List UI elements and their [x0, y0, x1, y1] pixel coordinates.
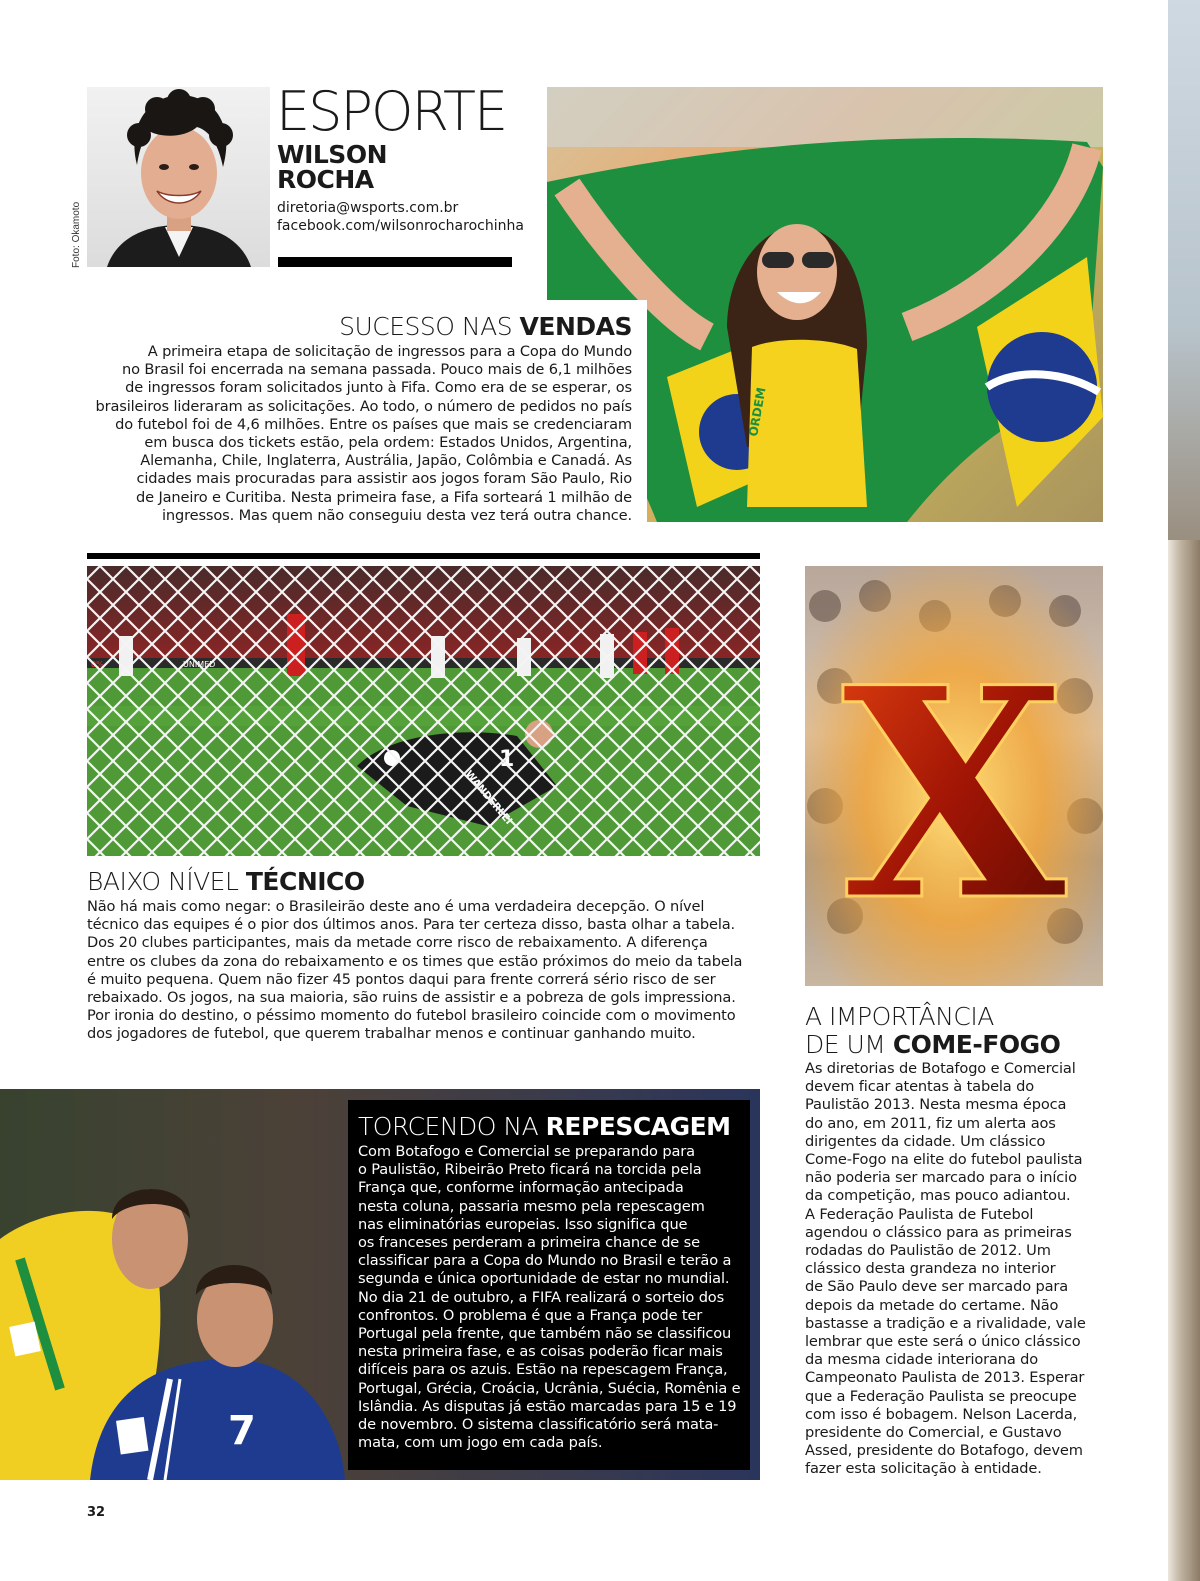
article4-line: Come-Fogo na elite do futebol paulista	[805, 1151, 1083, 1169]
author-photo	[87, 87, 270, 267]
article4-line: dirigentes da cidade. Um clássico	[805, 1132, 1046, 1150]
article4-line: de São Paulo deve ser marcado para	[805, 1278, 1069, 1296]
author-facebook[interactable]: facebook.com/wilsonrocharochinha	[277, 218, 524, 234]
article4-title-line2	[805, 1030, 1060, 1060]
author-portrait	[87, 87, 270, 267]
player-number: 7	[228, 1408, 256, 1454]
article1-line: em busca dos tickets estão, pela ordem: Estados Unidos, Argentina,	[144, 434, 632, 452]
article3-line: nesta coluna, passaria mesmo pela repescagem	[358, 1197, 705, 1215]
article3-line: nesta primeira fase, e as coisas poderão ficar mais	[358, 1343, 723, 1361]
article1-title-bold: VENDAS	[519, 312, 632, 341]
article3-line: o Paulistão, Ribeirão Preto ficará na torcida pela	[358, 1161, 702, 1179]
article3-line: classificar para a Copa do Mundo no Brasil e terão a	[358, 1252, 732, 1270]
article2-title	[87, 867, 365, 897]
penalty-photo-art	[87, 566, 760, 856]
article1-line: cidades mais procuradas para assistir aos jogos foram São Paulo, Rio	[136, 470, 632, 488]
article4-line: bastasse a tradição e a rivalidade, vale	[805, 1314, 1086, 1332]
article1-title	[339, 312, 632, 342]
article4-line: da mesma cidade interiorana do	[805, 1351, 1039, 1369]
author-last-name: ROCHA	[277, 165, 374, 194]
article3-line: difíceis para os azuis. Estão na repescagem França,	[358, 1361, 728, 1379]
article2-line: Não há mais como negar: o Brasileirão deste ano é uma verdadeira decepção. O nível	[87, 898, 705, 915]
author-first-name: WILSON	[277, 140, 387, 169]
article4-line: da competição, mas pouco adiantou.	[805, 1187, 1071, 1205]
article1-line: no Brasil foi encerrada na semana passada. Pouco mais de 6,1 milhões	[121, 361, 632, 379]
article2-line: é muito pequena. Quem não fizer 45 pontos daqui para frente correrá sério risco de ser	[87, 970, 716, 988]
adjacent-page-edge	[1168, 0, 1200, 1581]
author-email[interactable]: diretoria@wsports.com.br	[277, 200, 459, 216]
article4-line: presidente do Comercial, e Gustavo	[805, 1424, 1062, 1442]
header-rule	[278, 257, 512, 267]
article3-title-bold: REPESCAGEM	[545, 1112, 731, 1141]
article3-line: confrontos. O problema é que a França pode ter	[358, 1306, 703, 1324]
article4-line: devem ficar atentas à tabela do	[805, 1078, 1034, 1096]
article1-line: A primeira etapa de solicitação de ingressos para a Copa do Mundo	[147, 343, 632, 360]
article3-line: mata, com um jogo em cada país.	[358, 1434, 603, 1452]
article4-line: agendou o clássico para as primeiras	[805, 1223, 1072, 1241]
article4-line: com isso é bobagem. Nelson Lacerda,	[805, 1405, 1078, 1423]
article1-title-light: SUCESSO NAS	[339, 312, 520, 341]
article1-body	[95, 343, 632, 525]
article4-line: do ano, em 2011, fiz um alerta aos	[805, 1114, 1056, 1132]
article3-line: No dia 21 de outubro, a FIFA realizará o sorteio dos	[358, 1288, 725, 1306]
article2-line: Por ironia do destino, o péssimo momento do futebol brasileiro coincide com o movimento	[87, 1007, 736, 1025]
article4-line: Campeonato Paulista de 2013. Esperar	[805, 1369, 1085, 1387]
article4-line: que a Federação Paulista se preocupe	[805, 1387, 1077, 1405]
article2-line: Dos 20 clubes participantes, mais da metade corre risco de rebaixamento. A diferença	[87, 934, 708, 952]
article2-title-bold: TÉCNICO	[245, 867, 365, 896]
article3-line: Portugal, Grécia, Croácia, Ucrânia, Suécia, Romênia e	[358, 1379, 741, 1397]
article1-line: ingressos. Mas quem não conseguiu desta vez terá outra chance.	[162, 506, 632, 524]
article3-line: Portugal pela frente, que também não se classificou	[358, 1325, 732, 1343]
article2-line: técnico das equipes é o pior dos últimos anos. Para ter certeza disso, basta olhar a tabela.	[87, 916, 736, 934]
article4-line: lembrar que este será o único clássico	[805, 1333, 1081, 1351]
article1-line: de ingressos foram solicitados junto à Fifa. Como era de se esperar, os	[125, 379, 632, 397]
article4-line: A Federação Paulista de Futebol	[805, 1205, 1034, 1223]
penalty-photo	[87, 566, 760, 856]
article4-line: fazer esta solicitação à entidade.	[805, 1460, 1042, 1478]
section-title: ESPORTE	[276, 80, 507, 143]
article4-body	[805, 1060, 1086, 1479]
article1-line: brasileiros lideraram as solicitações. Ao todo, o número de pedidos no país	[95, 397, 632, 415]
article3-line: Com Botafogo e Comercial se preparando para	[358, 1143, 695, 1160]
article3-line: segunda e única oportunidade de estar no mundial.	[358, 1270, 730, 1288]
article4-line: rodadas do Paulistão de 2012. Um	[805, 1242, 1051, 1260]
article3-title-light: TORCENDO NA	[358, 1112, 546, 1141]
x-letter: X	[841, 625, 1067, 965]
article2-line: rebaixado. Os jogos, na sua maioria, são ruins de assistir e a pobreza de gols impressiona.	[87, 989, 736, 1007]
article4-title-light: DE UM	[805, 1030, 893, 1059]
article2-line: entre os clubes da zona do rebaixamento e os times que estão próximos do meio da tabela	[87, 952, 743, 970]
article3-line: os franceses perderam a primeira chance de se	[358, 1234, 700, 1252]
article2-line: dos jogadores de futebol, que querem trabalhar menos e continuar ganhando muito.	[87, 1025, 696, 1043]
article1-line: Alemanha, Chile, Inglaterra, Austrália, Japão, Colômbia e Canadá. As	[140, 452, 632, 470]
page-number: 32	[87, 1505, 106, 1520]
article1-line: de Janeiro e Curitiba. Nesta primeira fase, a Fifa sorteará 1 milhão de	[136, 488, 632, 506]
article2-title-light: BAIXO NÍVEL	[87, 867, 246, 896]
article2-body	[87, 898, 742, 1044]
come-fogo-photo	[805, 566, 1103, 986]
section-rule	[87, 553, 760, 559]
article1-line: do futebol foi de 4,6 milhões. Entre os países que mais se credenciaram	[115, 415, 632, 433]
article3-body	[358, 1143, 741, 1452]
come-fogo-photo-art	[805, 566, 1103, 986]
article4-line: clássico desta grandeza no interior	[805, 1260, 1056, 1278]
article3-line: de novembro. O sistema classificatório será mata-	[358, 1416, 719, 1434]
article4-title-bold: COME-FOGO	[892, 1030, 1061, 1059]
article3-line: Islândia. As disputas já estão marcadas para 15 e 19	[358, 1397, 737, 1415]
article3-line: França que, conforme informação antecipada	[358, 1179, 684, 1197]
article3-title	[358, 1112, 731, 1142]
article4-line: não poderia ser marcado para o início	[805, 1169, 1077, 1187]
article4-line: As diretorias de Botafogo e Comercial	[805, 1060, 1076, 1077]
banner-text: ORDEM	[746, 386, 769, 438]
article4-line: Assed, presidente do Botafogo, devem	[805, 1442, 1083, 1460]
article3-line: nas eliminatórias europeias. Isso significa que	[358, 1215, 688, 1233]
article4-line: depois da metade do certame. Não	[805, 1296, 1059, 1314]
article4-title-line1: A IMPORTÂNCIA	[805, 1002, 994, 1031]
photo-credit: Foto: Okamoto	[71, 201, 82, 268]
article4-line: Paulistão 2013. Nesta mesma época	[805, 1096, 1067, 1114]
